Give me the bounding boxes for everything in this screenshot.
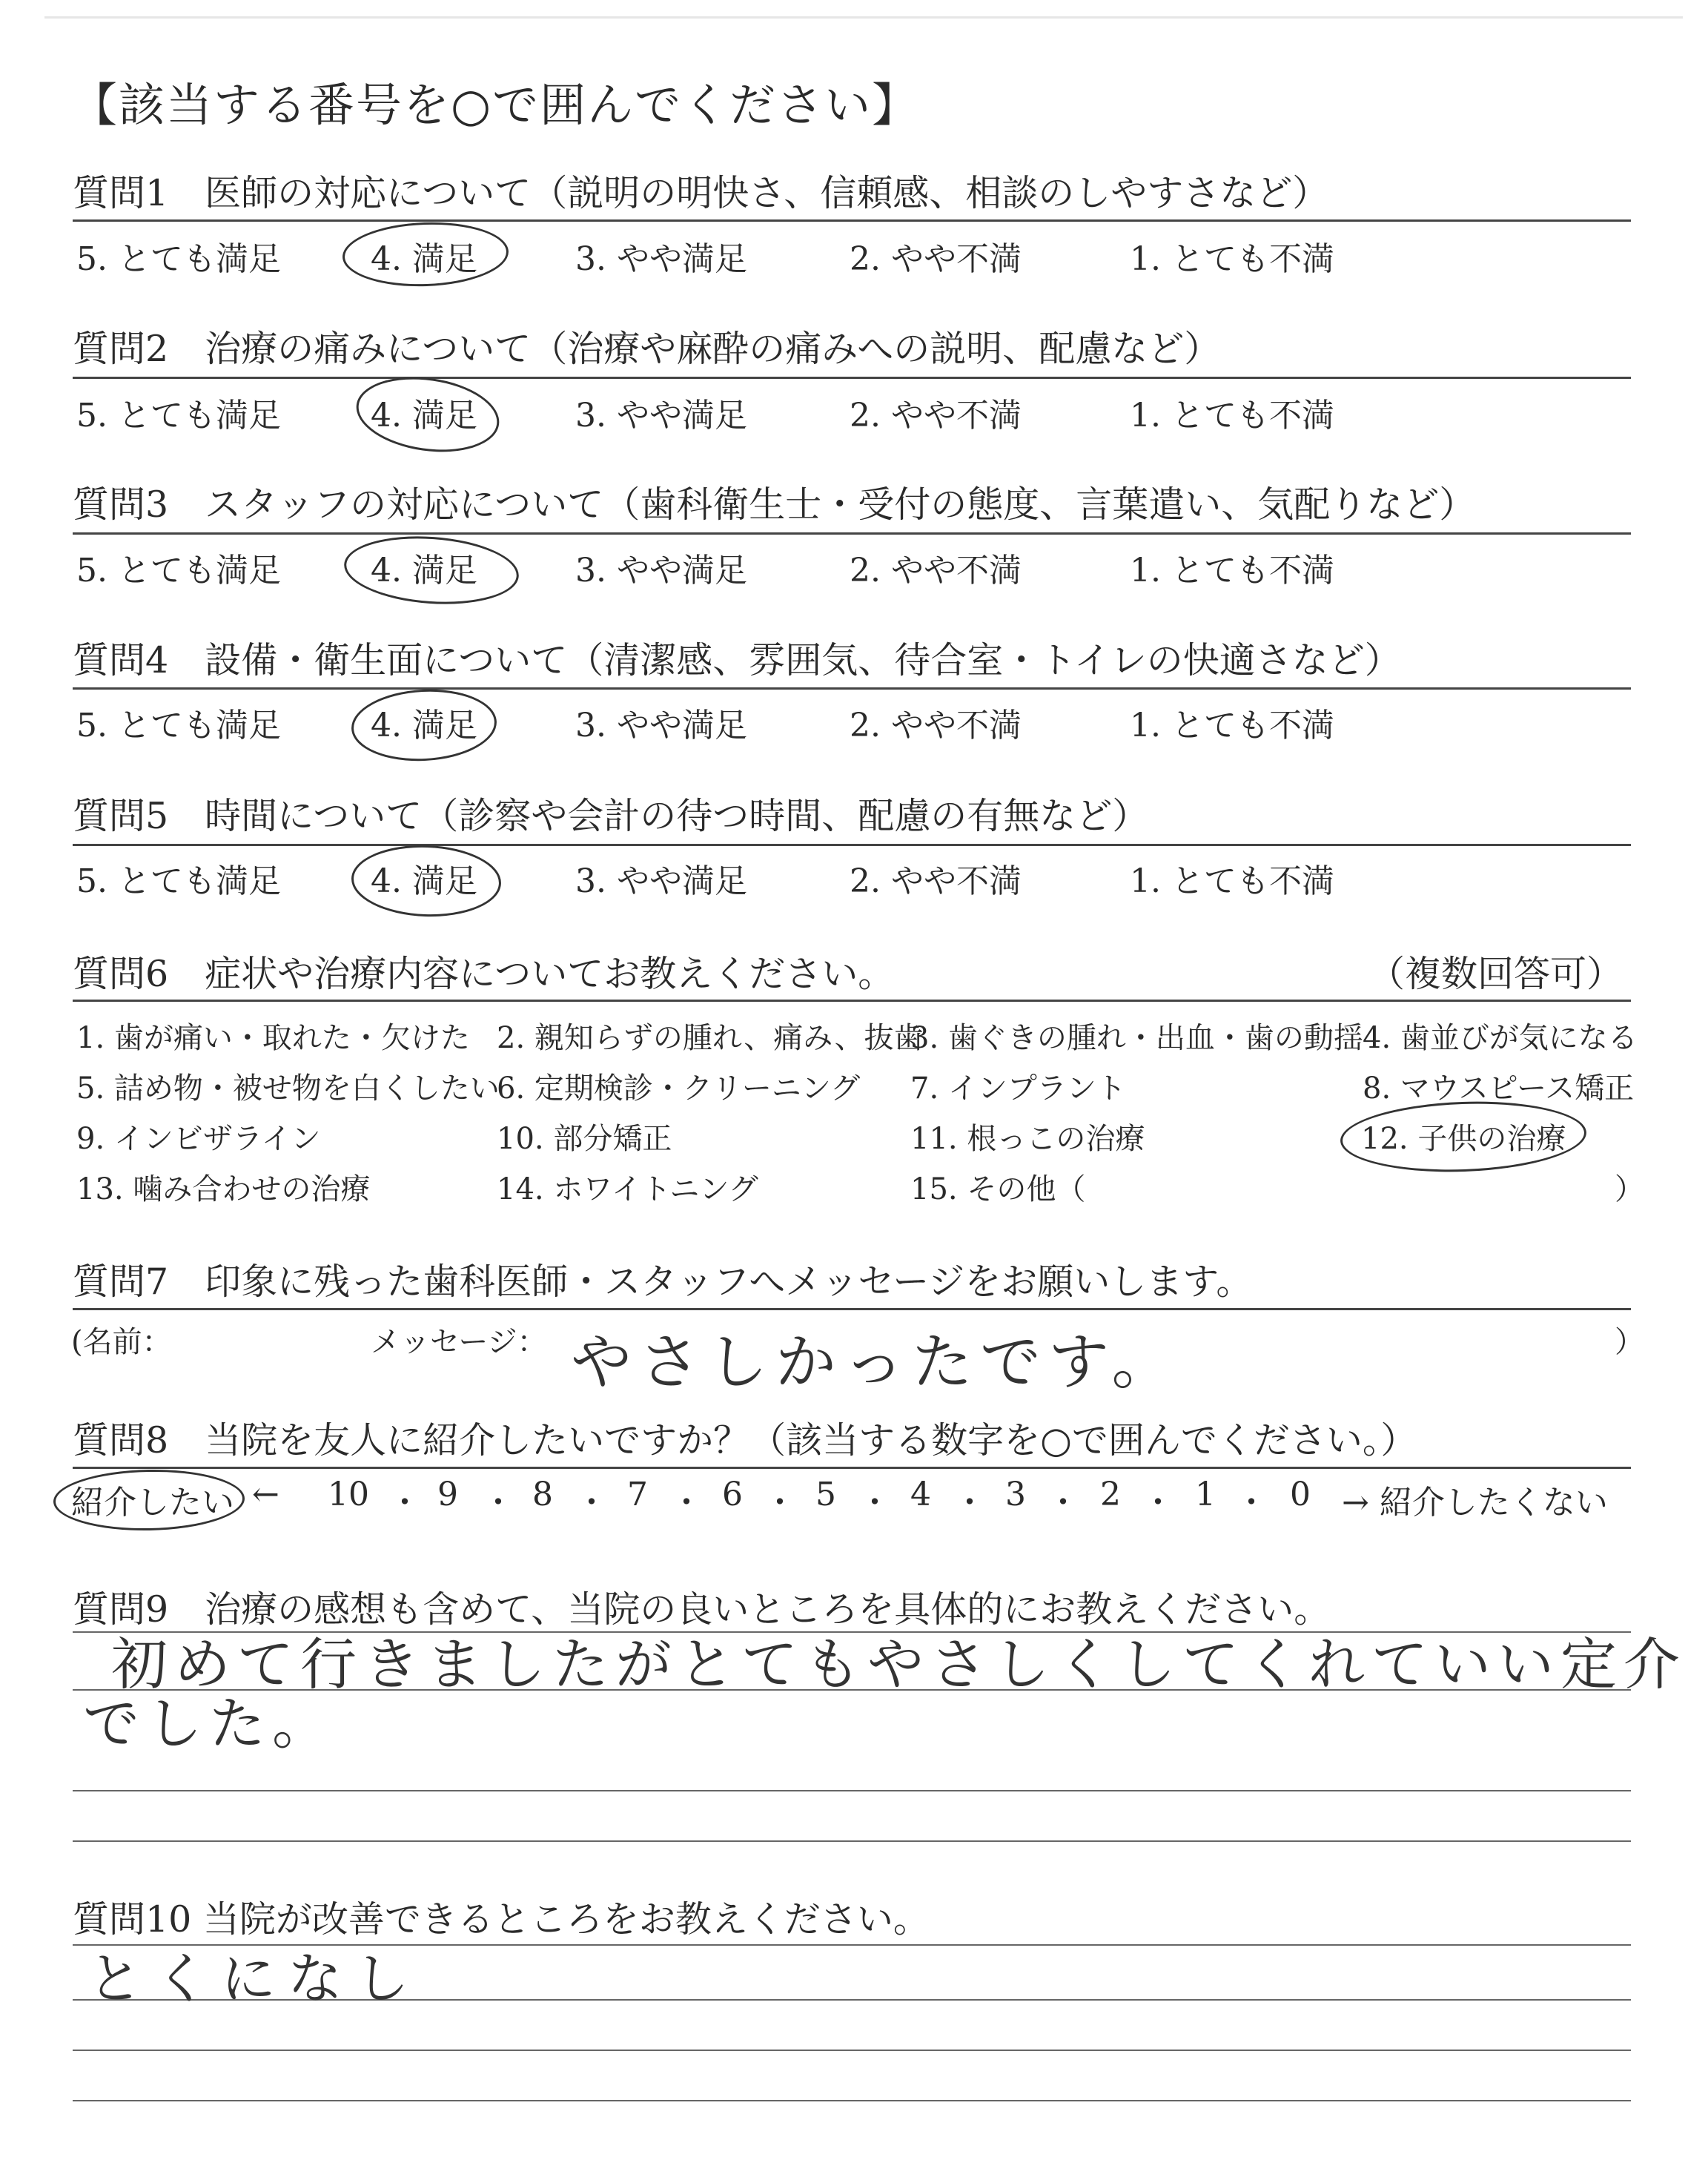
q3-option-5[interactable]: 5. とても満足	[76, 552, 281, 589]
q4-rule	[73, 687, 1631, 690]
q8-score-4[interactable]: 4	[910, 1476, 931, 1513]
q6-selection-circle	[1339, 1097, 1587, 1176]
q6-item-9[interactable]: 9. インビザライン	[76, 1122, 321, 1156]
q9-answer-line-2: でした。	[83, 1691, 335, 1757]
q8-separator: ・	[953, 1484, 986, 1522]
q4-heading: 質問4 設備・衛生面について（清潔感、雰囲気、待合室・トイレの快適さなど）	[73, 639, 1401, 681]
form-title: 【該当する番号を○で囲んでください】	[71, 78, 920, 132]
q9-answer-line-1: 初めて行きましたがとてもやさしくしてくれていい定介	[111, 1631, 1687, 1697]
q5-option-4[interactable]: 4. 満足	[371, 862, 477, 900]
q3-option-1[interactable]: 1. とても不満	[1130, 552, 1334, 589]
q8-separator: ・	[388, 1484, 421, 1522]
q1-heading: 質問1 医師の対応について（説明の明快さ、信頼感、相談のしやすさなど）	[73, 172, 1329, 214]
q8-separator: ・	[482, 1484, 514, 1522]
q8-score-5[interactable]: 5	[815, 1476, 836, 1513]
q6-item-15[interactable]: 15. その他（	[910, 1172, 1086, 1206]
q2-selection-circle	[351, 369, 504, 460]
q3-rule	[73, 532, 1631, 535]
q6-item-8[interactable]: 8. マウスピース矯正	[1363, 1071, 1635, 1106]
q1-option-1[interactable]: 1. とても不満	[1130, 240, 1334, 278]
q8-score-6[interactable]: 6	[722, 1476, 743, 1513]
q4-option-3[interactable]: 3. やや満足	[575, 707, 747, 744]
q6-other-close-paren: ）	[1615, 1172, 1644, 1206]
q2-option-3[interactable]: 3. やや満足	[575, 397, 747, 435]
q6-item-10[interactable]: 10. 部分矯正	[497, 1122, 672, 1156]
q3-option-4[interactable]: 4. 満足	[371, 552, 477, 589]
q5-rule	[73, 844, 1631, 846]
q6-item-13[interactable]: 13. 噛み合わせの治療	[76, 1172, 371, 1206]
q8-score-10[interactable]: 10	[328, 1476, 369, 1513]
q8-score-1[interactable]: 1	[1195, 1476, 1216, 1513]
q8-left-label[interactable]: 紹介したい	[71, 1484, 234, 1522]
q6-item-5[interactable]: 5. 詰め物・被せ物を白くしたい	[76, 1071, 500, 1106]
q4-option-5[interactable]: 5. とても満足	[76, 707, 281, 744]
q1-option-5[interactable]: 5. とても満足	[76, 240, 281, 278]
q6-item-14[interactable]: 14. ホワイトニング	[497, 1172, 758, 1206]
q8-separator: ・	[764, 1484, 796, 1522]
q5-option-3[interactable]: 3. やや満足	[575, 862, 747, 900]
q1-option-3[interactable]: 3. やや満足	[575, 240, 747, 278]
q7-message-label: メッセージ：	[371, 1325, 547, 1359]
q5-selection-circle	[350, 843, 502, 919]
q8-separator: ・	[1142, 1484, 1174, 1522]
q1-rule	[73, 219, 1631, 222]
q6-item-12[interactable]: 12. 子供の治療	[1361, 1122, 1566, 1156]
q3-option-3[interactable]: 3. やや満足	[575, 552, 747, 589]
q5-option-1[interactable]: 1. とても不満	[1130, 862, 1334, 900]
q8-score-9[interactable]: 9	[437, 1476, 458, 1513]
q6-item-4[interactable]: 4. 歯並びが気になる	[1363, 1021, 1638, 1055]
q1-option-2[interactable]: 2. やや不満	[850, 240, 1022, 278]
q6-item-7[interactable]: 7. インプラント	[910, 1071, 1126, 1106]
q3-option-2[interactable]: 2. やや不満	[850, 552, 1022, 589]
q5-option-2[interactable]: 2. やや不満	[850, 862, 1022, 900]
q4-option-1[interactable]: 1. とても不満	[1130, 707, 1334, 744]
q8-separator: ・	[1235, 1484, 1268, 1522]
q8-score-8[interactable]: 8	[532, 1476, 553, 1513]
q8-score-2[interactable]: 2	[1100, 1476, 1121, 1513]
scan-top-edge	[44, 16, 1683, 19]
q6-note: （複数回答可）	[1368, 953, 1623, 995]
q4-selection-circle	[350, 686, 499, 764]
q10-writing-line	[73, 2050, 1631, 2051]
q7-name-label: (名前：	[71, 1325, 172, 1359]
q2-option-4[interactable]: 4. 満足	[371, 397, 477, 435]
q9-writing-line	[73, 1840, 1631, 1842]
q8-separator: ・	[575, 1484, 608, 1522]
q6-heading: 質問6 症状や治療内容についてお教えください。	[73, 953, 895, 995]
q10-answer-line-1: とくになし	[87, 1947, 421, 2011]
q8-left-arrow: ←	[252, 1476, 279, 1513]
q3-selection-circle	[342, 531, 521, 610]
q8-separator: ・	[1047, 1484, 1079, 1522]
q2-heading: 質問2 治療の痛みについて（治療や麻酔の痛みへの説明、配慮など）	[73, 328, 1221, 370]
q8-separator: ・	[858, 1484, 891, 1522]
q1-option-4[interactable]: 4. 満足	[371, 240, 477, 278]
q7-message-handwritten: やさしかったです。	[571, 1327, 1180, 1398]
q5-option-5[interactable]: 5. とても満足	[76, 862, 281, 900]
q8-heading: 質問8 当院を友人に紹介したいですか？（該当する数字を○で囲んでください。）	[73, 1419, 1417, 1462]
q8-separator: ・	[670, 1484, 703, 1522]
q1-selection-circle	[342, 219, 510, 289]
q8-score-7[interactable]: 7	[627, 1476, 648, 1513]
q10-heading: 質問10 当院が改善できるところをお教えください。	[73, 1898, 930, 1941]
q4-option-4[interactable]: 4. 満足	[371, 707, 477, 744]
q3-heading: 質問3 スタッフの対応について（歯科衛生士・受付の態度、言葉遣い、気配りなど）	[73, 483, 1476, 526]
q4-option-2[interactable]: 2. やや不満	[850, 707, 1022, 744]
q6-item-1[interactable]: 1. 歯が痛い・取れた・欠けた	[76, 1021, 470, 1055]
q8-right-label[interactable]: → 紹介したくない	[1342, 1484, 1608, 1522]
q2-rule	[73, 377, 1631, 379]
q9-heading: 質問9 治療の感想も含めて、当院の良いところを具体的にお教えください。	[73, 1588, 1331, 1631]
q6-item-6[interactable]: 6. 定期検診・クリーニング	[497, 1071, 861, 1106]
q9-writing-line	[73, 1790, 1631, 1791]
q8-score-0[interactable]: 0	[1290, 1476, 1311, 1513]
q7-rule	[73, 1308, 1631, 1310]
q7-heading: 質問7 印象に残った歯科医師・スタッフへメッセージをお願いします。	[73, 1261, 1253, 1303]
q7-close-paren: ）	[1615, 1325, 1644, 1359]
q2-option-2[interactable]: 2. やや不満	[850, 397, 1022, 435]
q6-rule	[73, 1000, 1631, 1002]
q10-writing-line	[73, 2100, 1631, 2101]
q8-score-3[interactable]: 3	[1005, 1476, 1026, 1513]
q6-item-3[interactable]: 3. 歯ぐきの腫れ・出血・歯の動揺	[910, 1021, 1363, 1055]
q6-item-2[interactable]: 2. 親知らずの腫れ、痛み、抜歯	[497, 1021, 924, 1055]
q2-option-5[interactable]: 5. とても満足	[76, 397, 281, 435]
q8-rule	[73, 1467, 1631, 1469]
q2-option-1[interactable]: 1. とても不満	[1130, 397, 1334, 435]
q6-item-11[interactable]: 11. 根っこの治療	[910, 1122, 1145, 1156]
q5-heading: 質問5 時間について（診察や会計の待つ時間、配慮の有無など）	[73, 795, 1149, 837]
